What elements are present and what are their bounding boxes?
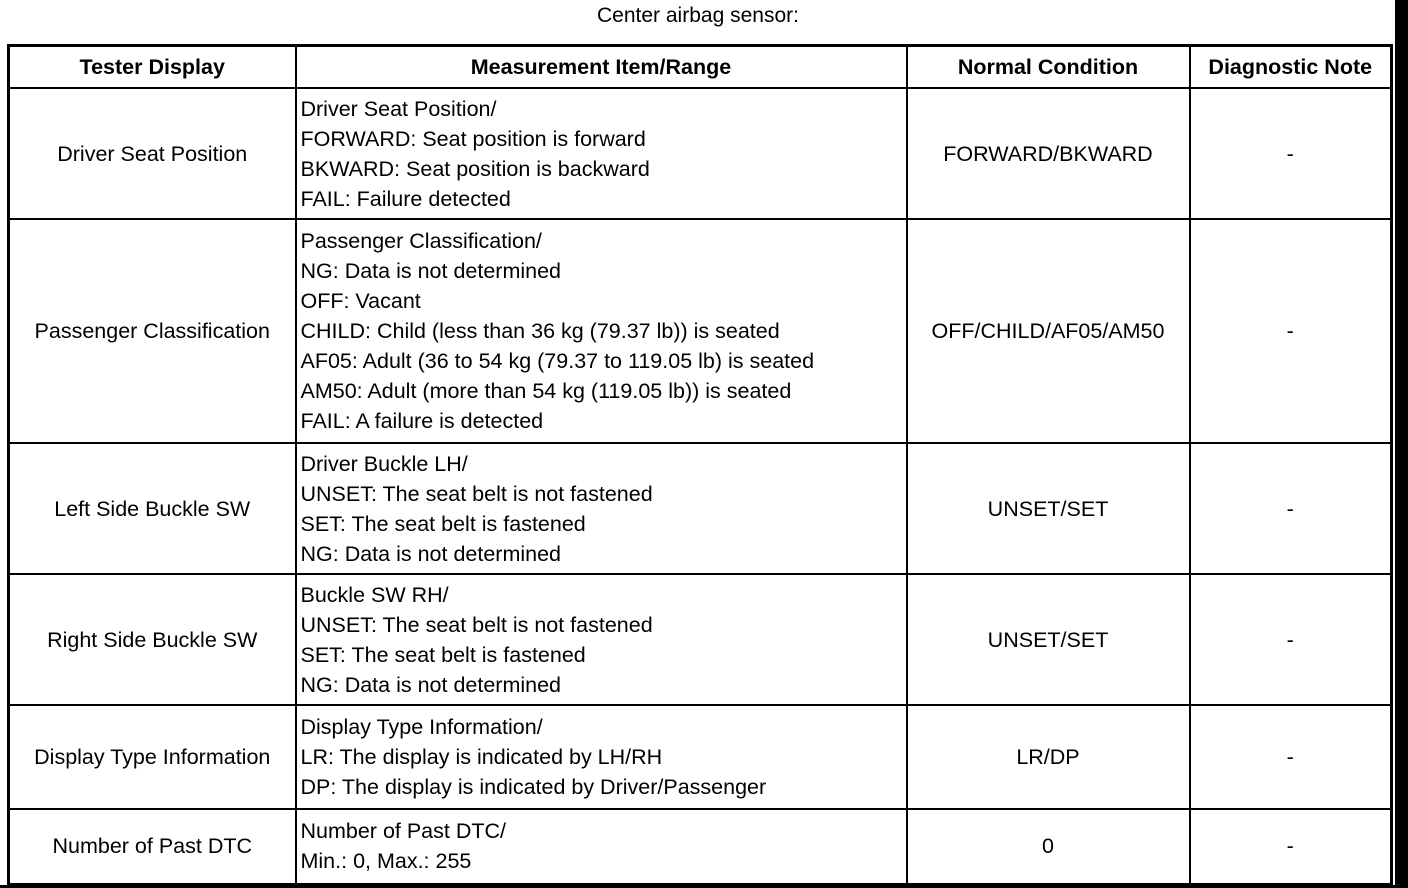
tester-display-cell: Passenger Classification (9, 219, 296, 443)
header-normal-condition: Normal Condition (907, 46, 1190, 89)
right-edge-bar (1395, 0, 1408, 888)
header-row (9, 46, 1392, 89)
measurement-line: Passenger Classification/ (300, 229, 542, 253)
measurement-line: NG: Data is not determined (300, 541, 562, 566)
table-caption: Center airbag sensor: (597, 4, 799, 27)
measurement-line: BKWARD: Seat position is backward (300, 156, 650, 181)
tester-display-cell: Right Side Buckle SW (9, 574, 296, 705)
measurement-line: DP: The display is indicated by Driver/Passenger (300, 775, 767, 799)
normal-condition-cell: UNSET/SET (907, 443, 1190, 574)
measurement-line: Display Type Information/ (300, 715, 543, 739)
measurement-line: UNSET: The seat belt is not fastened (300, 612, 653, 637)
diagnostic-note-cell: - (1190, 88, 1392, 219)
tester-display-cell: Left Side Buckle SW (9, 443, 296, 574)
measurement-cell (296, 88, 907, 219)
table-row (9, 443, 1392, 574)
header-diagnostic-note: Diagnostic Note (1190, 46, 1392, 89)
table-row (9, 809, 1392, 884)
header-tester-display: Tester Display (9, 46, 296, 89)
measurement-line: LR: The display is indicated by LH/RH (300, 745, 663, 769)
measurement-line: SET: The seat belt is fastened (300, 511, 586, 536)
measurement-cell (296, 219, 907, 443)
table-row (9, 574, 1392, 705)
table-row (9, 219, 1392, 443)
normal-condition-cell: 0 (907, 809, 1190, 884)
tester-display-cell: Number of Past DTC (9, 809, 296, 884)
measurement-line: SET: The seat belt is fastened (300, 642, 586, 667)
measurement-line: Driver Seat Position/ (300, 96, 497, 121)
diagnostic-note-cell: - (1190, 219, 1392, 443)
diagnostic-note-cell: - (1190, 809, 1392, 884)
diagnostic-note-cell: - (1190, 574, 1392, 705)
measurement-cell (296, 443, 907, 574)
airbag-sensor-table (7, 44, 1393, 886)
measurement-line: Number of Past DTC/ (300, 819, 506, 844)
diagnostic-note-cell: - (1190, 443, 1392, 574)
normal-condition-cell: UNSET/SET (907, 574, 1190, 705)
table-row (9, 705, 1392, 809)
normal-condition-cell: LR/DP (907, 705, 1190, 809)
normal-condition-cell: FORWARD/BKWARD (907, 88, 1190, 219)
measurement-line: Buckle SW RH/ (300, 582, 449, 607)
tester-display-cell: Driver Seat Position (9, 88, 296, 219)
measurement-cell (296, 574, 907, 705)
measurement-line: FAIL: Failure detected (300, 186, 511, 211)
table-row (9, 88, 1392, 219)
measurement-line: NG: Data is not determined (300, 259, 562, 283)
measurement-cell (296, 809, 907, 884)
measurement-line: NG: Data is not determined (300, 672, 562, 697)
measurement-line: AF05: Adult (36 to 54 kg (79.37 to 119.05 lb) is seated (300, 349, 815, 373)
diagnostic-note-cell: - (1190, 705, 1392, 809)
measurement-line: FAIL: A failure is detected (300, 409, 544, 433)
measurement-line: AM50: Adult (more than 54 kg (119.05 lb)) is seated (300, 379, 792, 403)
measurement-line: UNSET: The seat belt is not fastened (300, 481, 653, 506)
measurement-line: OFF: Vacant (300, 289, 421, 313)
measurement-line: CHILD: Child (less than 36 kg (79.37 lb)) is seated (300, 319, 780, 343)
tester-display-cell: Display Type Information (9, 705, 296, 809)
measurement-line: Min.: 0, Max.: 255 (300, 849, 472, 874)
normal-condition-cell: OFF/CHILD/AF05/AM50 (907, 219, 1190, 443)
header-measurement: Measurement Item/Range (296, 46, 907, 89)
measurement-cell (296, 705, 907, 809)
measurement-line: Driver Buckle LH/ (300, 451, 468, 476)
measurement-line: FORWARD: Seat position is forward (300, 126, 646, 151)
